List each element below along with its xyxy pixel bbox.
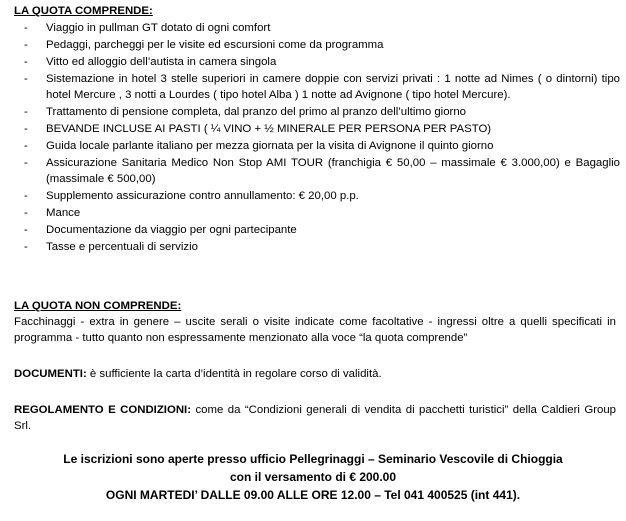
rules-paragraph	[14, 402, 616, 434]
included-item-guide: Guida locale parlante italiano per mezza giornata per la visita di Avignone il quinto giorno	[46, 140, 494, 152]
bullet-dash: -	[24, 207, 28, 219]
included-item-cancellation: Supplemento assicurazione contro annullamento: € 20,00 p.p.	[46, 190, 359, 202]
included-item-board: Trattamento di pensione completa, dal pranzo del primo al pranzo dell’ultimo giorno	[46, 106, 466, 118]
included-item-taxes: Tasse e percentuali di servizio	[46, 241, 198, 253]
included-item-documentation: Documentazione da viaggio per ogni partecipante	[46, 224, 297, 236]
list-item	[14, 239, 620, 255]
bullet-dash: -	[24, 56, 28, 68]
included-item-tips: Mance	[46, 207, 81, 219]
included-item-driver: Vitto ed alloggio dell’autista in camera singola	[46, 56, 277, 68]
documents-label: DOCUMENTI:	[14, 368, 87, 380]
list-item	[14, 20, 620, 36]
bullet-dash: -	[24, 22, 28, 34]
list-item	[14, 155, 620, 187]
documents-paragraph	[14, 366, 616, 382]
list-item	[14, 205, 620, 221]
included-item-travel: Viaggio in pullman GT dotato di ogni comfort	[46, 22, 271, 34]
list-item	[14, 37, 620, 53]
documents-text: è sufficiente la carta d’identità in regolare corso di validità.	[86, 368, 382, 380]
bullet-dash: -	[24, 241, 28, 253]
footer-deposit-line: con il versamento di € 200.00	[229, 470, 397, 484]
bullet-dash: -	[24, 224, 28, 236]
not-included-heading: LA QUOTA NON COMPRENDE:	[14, 300, 182, 312]
included-item-tolls: Pedaggi, parcheggi per le visite ed escursioni come da programma	[46, 39, 384, 51]
not-included-text: Facchinaggi - extra in genere – uscite serali o visite indicate come facoltative - ingressi oltre a quelli specificati in programma - tutto quanto non espressamente menzionato alla voce “la quota comprende”	[14, 316, 616, 344]
bullet-dash: -	[24, 157, 28, 169]
bullet-dash: -	[24, 140, 28, 152]
list-item	[14, 71, 620, 103]
included-item-hotel: Sistemazione in hotel 3 stelle superiori in camere doppie con servizi privati : 1 notte ad Nimes ( o dintorni) tipo hotel Mercure , 3 notti a Lourdes ( tipo hotel Alba ) 1 notte ad Avignone ( tipo hotel Mercure).	[46, 73, 620, 101]
rules-text: come da “Condizioni generali di vendita di pacchetti turistici” della Caldieri Group Srl.	[14, 404, 616, 432]
bullet-dash: -	[24, 190, 28, 202]
footer-schedule-line: OGNI MARTEDI’ DALLE 09.00 ALLE ORE 12.00 – Tel 041 400525 (int 441).	[105, 488, 521, 502]
list-item	[14, 222, 620, 238]
list-item	[14, 138, 620, 154]
list-item	[14, 104, 620, 120]
included-item-drinks: BEVANDE INCLUSE AI PASTI ( ¼ VINO + ½ MINERALE PER PERSONA PER PASTO)	[46, 123, 492, 135]
bullet-dash: -	[24, 39, 28, 51]
list-item	[14, 54, 620, 70]
included-item-insurance: Assicurazione Sanitaria Medico Non Stop AMI TOUR (franchigia € 50,00 – massimale € 3.000,00) e Bagaglio (massimale € 500,00)	[46, 157, 620, 185]
bullet-dash: -	[24, 106, 28, 118]
rules-label: REGOLAMENTO E CONDIZIONI:	[14, 404, 192, 416]
list-item	[14, 121, 620, 137]
list-item	[14, 188, 620, 204]
footer-registration-line: Le iscrizioni sono aperte presso ufficio Pellegrinaggi – Seminario Vescovile di Chioggia	[63, 452, 563, 466]
bullet-dash: -	[24, 123, 28, 135]
included-heading: LA QUOTA COMPRENDE:	[14, 5, 153, 17]
bullet-dash: -	[24, 73, 28, 85]
included-list	[14, 20, 620, 256]
